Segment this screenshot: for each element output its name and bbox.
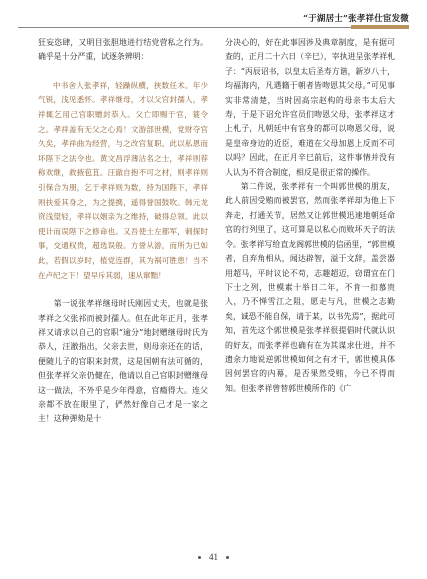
- left-intro-paragraph: 狂妄恣肆，又明目张胆地进行结党营私之行为。确乎是十分严重，试逐条辨明：: [38, 38, 208, 62]
- page-number-dot-right: [226, 556, 229, 559]
- left-body-paragraph: 第一说张孝祥继母时氏刚因丈夫，也就是张孝祥之父张祁而被封孺人。但在此年正月，张孝祥又请求以自己的官职“逾分”地封赠继母时氏为恭人，汪澈指出，父亲去世，则母亲还在的话，便随儿子的官职来封赏，这是国朝有法可循的，但张孝祥父亲仍健在，他请以自己官职封赠继母这一做法，不外乎是少年得意，官瘾得大。连父亲都不放在眼里了，俨然好像自己才是一家之主！这种弹劾是十: [38, 299, 208, 424]
- left-column: [38, 36, 208, 427]
- running-title: “于湖居士”张孝祥仕宦发微: [303, 14, 409, 24]
- page-number-dot-left: [198, 556, 201, 559]
- header-ornament: [351, 25, 409, 29]
- page-number-text: 41: [209, 552, 218, 562]
- right-column: [225, 36, 395, 396]
- right-paragraph-2: 第二件说，张孝祥有一个叫郭世模的朋友，此人前因受贿而被罢官，然而张孝祥却为他上下奔走，打通关节，居然又让郭世模迅速地朝廷命官的行列里了，这可算是以私心而败坏天子的法令。张孝祥写给直龙阁郭世模的信函里，“郭世模者，自弃角相从，闻达辟智，溢于文辞，盖尝器用超马，平时议论不苟，志趣超迈，窃谓宜在门下士之列，世模素十举日二年，不肯一扣慕贵人，乃不惮雪江之阻，愿走与凡，世模之志勤矣，诚恐不能自保，请于某，以书先焉”，据此可知，首先这个郭世模是张孝祥很提倡时代就认识的好友，而张孝祥也确有在为其谋求仕进，并不遗余力地说逆郭世模如何之有才干，郭世模具体因何罢官的内幕，是否果然受贿，今已不得而知。但张孝祥曾替郭世模所作的《广: [225, 182, 395, 393]
- page-number: [0, 552, 427, 562]
- impeachment-quote: 中书舍人张孝祥，轻躁纵横，挟数任术。年少气锐，浅见悉怀。孝祥继母，才以父官封孺人，孝祥辄乞用己官职赠封恭人。父亡即赐于官，蓑令之。孝祥盖有无父之心焉！文游部世模，党财夺官久矣，孝祥曲为经营，与之改官复职。此以私恩而坏陛下之法令也。黄文昌浮薄沽名之士，孝祥则荐称欢继，救掖苞苴。汪澈自抱不可之材，则孝祥则引保合为朋，乞于孝祥则为数，持为国陛下，孝祥则扶爱其身之，为之提携，遥得誉国鼓吹。韩元龙资浅望轻，孝祥以姻亲为之维持，破得总领。此以使计而误陛下之修命也。又吾使士左都军，刺探时事，交通权贵，超选误般。方誉从游，而所为已如此，若假以岁时，植党连群，其为祸可胜患！当不在卢纪之下！望早斥其弱，速从窜黜！: [38, 80, 208, 280]
- right-paragraph-1: 分决心的，好在此事因涉及典章制度，是有据可查的，正月二十六日（辛巳），宰执进呈张孝祥札子：“丙辰诏书，以皇太后圣寿方谐，新岁八十，均福海内，凡遇籍于朝者皆吻恩其父母。”可见事实非常清楚，当时因高宗赵构的母亲韦太后大寿，于是下诏允许官员们吻恩父母，张孝祥这才上札子，凡朝廷中有官身的都可以吻恩父母，说是皇帝身边的近臣，难道在父母加恩上反而不可以吗？因此，在正月辛巳前后，这件事情并没有人认为不符合制度，相反是很正常的操作。: [225, 38, 395, 177]
- page-header: [0, 0, 427, 30]
